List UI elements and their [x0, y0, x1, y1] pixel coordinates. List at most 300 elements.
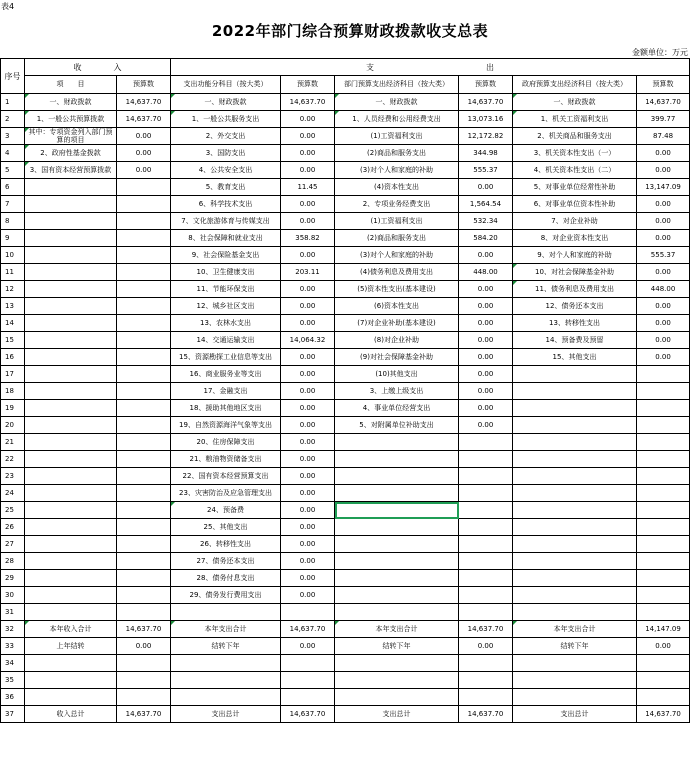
- dept-econ-subject[interactable]: 3、上缴上级支出: [335, 383, 459, 400]
- gov-econ-budget[interactable]: [637, 604, 690, 621]
- func-budget[interactable]: 11.45: [281, 179, 335, 196]
- gov-econ-subject[interactable]: 7、对企业补助: [513, 213, 637, 230]
- row-seq[interactable]: 10: [1, 247, 25, 264]
- row-seq[interactable]: 19: [1, 400, 25, 417]
- row-seq[interactable]: 4: [1, 145, 25, 162]
- gov-econ-budget[interactable]: 0.00: [637, 213, 690, 230]
- func-subject[interactable]: 4、公共安全支出: [171, 162, 281, 179]
- gov-econ-subject[interactable]: 一、财政拨款: [513, 94, 637, 111]
- func-subject[interactable]: 22、国有资本经营预算支出: [171, 468, 281, 485]
- dept-econ-budget[interactable]: 13,073.16: [459, 111, 513, 128]
- gov-econ-subject[interactable]: [513, 400, 637, 417]
- row-seq[interactable]: 11: [1, 264, 25, 281]
- row-seq[interactable]: 29: [1, 570, 25, 587]
- dept-econ-budget[interactable]: 0.00: [459, 315, 513, 332]
- func-budget[interactable]: 0.00: [281, 587, 335, 604]
- dept-econ-budget[interactable]: [459, 553, 513, 570]
- income-item[interactable]: 1、一般公共预算拨款: [25, 111, 117, 128]
- dept-econ-budget[interactable]: 14,637.70: [459, 706, 513, 723]
- income-budget[interactable]: [117, 230, 171, 247]
- gov-econ-subject[interactable]: 13、转移性支出: [513, 315, 637, 332]
- income-budget[interactable]: [117, 689, 171, 706]
- gov-econ-budget[interactable]: 0.00: [637, 264, 690, 281]
- income-item[interactable]: [25, 553, 117, 570]
- dept-econ-budget[interactable]: [459, 519, 513, 536]
- dept-econ-subject[interactable]: 4、事业单位经营支出: [335, 400, 459, 417]
- func-subject[interactable]: 6、科学技术支出: [171, 196, 281, 213]
- header-budget-income[interactable]: 预算数: [117, 76, 171, 94]
- dept-econ-subject[interactable]: [335, 587, 459, 604]
- func-subject[interactable]: [171, 689, 281, 706]
- gov-econ-subject[interactable]: [513, 485, 637, 502]
- row-seq[interactable]: 17: [1, 366, 25, 383]
- gov-econ-subject[interactable]: [513, 587, 637, 604]
- income-budget[interactable]: 14,637.70: [117, 706, 171, 723]
- gov-econ-budget[interactable]: [637, 366, 690, 383]
- row-seq[interactable]: 31: [1, 604, 25, 621]
- row-seq[interactable]: 5: [1, 162, 25, 179]
- row-seq[interactable]: 35: [1, 672, 25, 689]
- header-income[interactable]: 收 入: [25, 59, 171, 76]
- row-seq[interactable]: 27: [1, 536, 25, 553]
- func-subject[interactable]: 20、住房保障支出: [171, 434, 281, 451]
- income-item[interactable]: [25, 383, 117, 400]
- dept-econ-subject[interactable]: 5、对附属单位补助支出: [335, 417, 459, 434]
- row-seq[interactable]: 28: [1, 553, 25, 570]
- income-budget[interactable]: [117, 553, 171, 570]
- dept-econ-budget[interactable]: [459, 655, 513, 672]
- income-budget[interactable]: [117, 366, 171, 383]
- dept-econ-subject[interactable]: [335, 672, 459, 689]
- dept-econ-budget[interactable]: 0.00: [459, 179, 513, 196]
- func-budget[interactable]: 0.00: [281, 196, 335, 213]
- dept-econ-subject[interactable]: (2)商品和服务支出: [335, 145, 459, 162]
- income-budget[interactable]: [117, 264, 171, 281]
- income-budget[interactable]: [117, 485, 171, 502]
- func-budget[interactable]: 0.00: [281, 400, 335, 417]
- gov-econ-budget[interactable]: [637, 400, 690, 417]
- func-subject[interactable]: 26、转移性支出: [171, 536, 281, 553]
- dept-econ-budget[interactable]: 14,637.70: [459, 94, 513, 111]
- func-subject[interactable]: 2、外交支出: [171, 128, 281, 145]
- income-budget[interactable]: [117, 468, 171, 485]
- dept-econ-budget[interactable]: [459, 451, 513, 468]
- income-item[interactable]: [25, 655, 117, 672]
- gov-econ-budget[interactable]: 14,637.70: [637, 94, 690, 111]
- func-budget[interactable]: 14,637.70: [281, 706, 335, 723]
- dept-econ-subject[interactable]: [335, 434, 459, 451]
- dept-econ-subject[interactable]: [335, 451, 459, 468]
- income-item[interactable]: [25, 281, 117, 298]
- dept-econ-budget[interactable]: 0.00: [459, 247, 513, 264]
- income-budget[interactable]: 0.00: [117, 638, 171, 655]
- income-budget[interactable]: [117, 451, 171, 468]
- dept-econ-budget[interactable]: [459, 689, 513, 706]
- gov-econ-subject[interactable]: [513, 536, 637, 553]
- gov-econ-subject[interactable]: 14、预备费及预留: [513, 332, 637, 349]
- income-item[interactable]: [25, 502, 117, 519]
- row-seq[interactable]: 1: [1, 94, 25, 111]
- income-budget[interactable]: [117, 434, 171, 451]
- dept-econ-subject[interactable]: (1)工资福利支出: [335, 128, 459, 145]
- dept-econ-subject[interactable]: [335, 519, 459, 536]
- row-seq[interactable]: 33: [1, 638, 25, 655]
- gov-econ-budget[interactable]: [637, 502, 690, 519]
- gov-econ-subject[interactable]: 12、债务还本支出: [513, 298, 637, 315]
- func-subject[interactable]: 14、交通运输支出: [171, 332, 281, 349]
- income-budget[interactable]: [117, 502, 171, 519]
- gov-econ-subject[interactable]: [513, 502, 637, 519]
- income-budget[interactable]: 0.00: [117, 128, 171, 145]
- row-seq[interactable]: 12: [1, 281, 25, 298]
- gov-econ-budget[interactable]: 0.00: [637, 349, 690, 366]
- row-seq[interactable]: 2: [1, 111, 25, 128]
- gov-econ-budget[interactable]: [637, 468, 690, 485]
- income-budget[interactable]: 14,637.70: [117, 94, 171, 111]
- income-item[interactable]: 一、财政拨款: [25, 94, 117, 111]
- row-seq[interactable]: 18: [1, 383, 25, 400]
- func-subject[interactable]: 10、卫生健康支出: [171, 264, 281, 281]
- income-item[interactable]: [25, 298, 117, 315]
- header-seq[interactable]: 序号: [1, 59, 25, 94]
- func-subject[interactable]: 23、灾害防治及应急管理支出: [171, 485, 281, 502]
- gov-econ-budget[interactable]: [637, 553, 690, 570]
- income-budget[interactable]: 0.00: [117, 162, 171, 179]
- income-budget[interactable]: 14,637.70: [117, 621, 171, 638]
- income-item[interactable]: [25, 570, 117, 587]
- gov-econ-subject[interactable]: [513, 655, 637, 672]
- gov-econ-budget[interactable]: 13,147.09: [637, 179, 690, 196]
- gov-econ-subject[interactable]: 3、机关资本性支出（一）: [513, 145, 637, 162]
- dept-econ-subject[interactable]: (6)资本性支出: [335, 298, 459, 315]
- gov-econ-subject[interactable]: [513, 689, 637, 706]
- gov-econ-budget[interactable]: [637, 383, 690, 400]
- gov-econ-subject[interactable]: [513, 519, 637, 536]
- dept-econ-subject[interactable]: (9)对社会保障基金补助: [335, 349, 459, 366]
- func-subject[interactable]: 17、金融支出: [171, 383, 281, 400]
- row-seq[interactable]: 6: [1, 179, 25, 196]
- header-budget-func[interactable]: 预算数: [281, 76, 335, 94]
- func-budget[interactable]: 0.00: [281, 485, 335, 502]
- gov-econ-budget[interactable]: [637, 672, 690, 689]
- income-item[interactable]: [25, 468, 117, 485]
- func-budget[interactable]: 14,064.32: [281, 332, 335, 349]
- income-item[interactable]: 2、政府性基金拨款: [25, 145, 117, 162]
- row-seq[interactable]: 32: [1, 621, 25, 638]
- func-subject[interactable]: 28、债务付息支出: [171, 570, 281, 587]
- dept-econ-budget[interactable]: 532.34: [459, 213, 513, 230]
- dept-econ-subject[interactable]: 1、人员经费和公用经费支出: [335, 111, 459, 128]
- gov-econ-budget[interactable]: [637, 655, 690, 672]
- func-subject[interactable]: [171, 655, 281, 672]
- gov-econ-subject[interactable]: 4、机关资本性支出（二）: [513, 162, 637, 179]
- gov-econ-budget[interactable]: [637, 434, 690, 451]
- dept-econ-budget[interactable]: 0.00: [459, 366, 513, 383]
- row-seq[interactable]: 25: [1, 502, 25, 519]
- gov-econ-budget[interactable]: 448.00: [637, 281, 690, 298]
- dept-econ-subject[interactable]: (4)债务利息及费用支出: [335, 264, 459, 281]
- income-budget[interactable]: [117, 315, 171, 332]
- gov-econ-subject[interactable]: [513, 383, 637, 400]
- func-subject[interactable]: 24、预备费: [171, 502, 281, 519]
- income-item[interactable]: [25, 485, 117, 502]
- func-subject[interactable]: 3、国防支出: [171, 145, 281, 162]
- func-subject[interactable]: 16、商业服务业等支出: [171, 366, 281, 383]
- func-subject[interactable]: 12、城乡社区支出: [171, 298, 281, 315]
- gov-econ-budget[interactable]: 0.00: [637, 230, 690, 247]
- dept-econ-budget[interactable]: 14,637.70: [459, 621, 513, 638]
- func-subject[interactable]: 13、农林水支出: [171, 315, 281, 332]
- gov-econ-subject[interactable]: [513, 417, 637, 434]
- income-item[interactable]: [25, 213, 117, 230]
- func-budget[interactable]: 0.00: [281, 162, 335, 179]
- gov-econ-subject[interactable]: 1、机关工资福利支出: [513, 111, 637, 128]
- func-budget[interactable]: 0.00: [281, 128, 335, 145]
- func-subject[interactable]: 一、财政拨款: [171, 94, 281, 111]
- func-budget[interactable]: 0.00: [281, 366, 335, 383]
- income-budget[interactable]: [117, 281, 171, 298]
- income-item[interactable]: 收入总计: [25, 706, 117, 723]
- func-budget[interactable]: 0.00: [281, 553, 335, 570]
- func-subject[interactable]: 15、资源勘探工业信息等支出: [171, 349, 281, 366]
- dept-econ-subject[interactable]: [335, 655, 459, 672]
- income-budget[interactable]: [117, 587, 171, 604]
- func-subject[interactable]: 11、节能环保支出: [171, 281, 281, 298]
- gov-econ-budget[interactable]: 399.77: [637, 111, 690, 128]
- row-seq[interactable]: 8: [1, 213, 25, 230]
- gov-econ-budget[interactable]: [637, 587, 690, 604]
- gov-econ-budget[interactable]: 0.00: [637, 145, 690, 162]
- income-item[interactable]: [25, 196, 117, 213]
- func-budget[interactable]: 203.11: [281, 264, 335, 281]
- func-budget[interactable]: 14,637.70: [281, 621, 335, 638]
- dept-econ-budget[interactable]: 0.00: [459, 400, 513, 417]
- dept-econ-subject[interactable]: [335, 553, 459, 570]
- income-budget[interactable]: [117, 247, 171, 264]
- income-item[interactable]: [25, 434, 117, 451]
- func-budget[interactable]: 0.00: [281, 519, 335, 536]
- dept-econ-subject[interactable]: (2)商品和服务支出: [335, 230, 459, 247]
- gov-econ-budget[interactable]: 0.00: [637, 315, 690, 332]
- gov-econ-subject[interactable]: 2、机关商品和服务支出: [513, 128, 637, 145]
- income-item[interactable]: [25, 689, 117, 706]
- income-budget[interactable]: [117, 536, 171, 553]
- gov-econ-subject[interactable]: [513, 434, 637, 451]
- row-seq[interactable]: 37: [1, 706, 25, 723]
- header-budget-dept[interactable]: 预算数: [459, 76, 513, 94]
- func-budget[interactable]: 0.00: [281, 349, 335, 366]
- func-budget[interactable]: 0.00: [281, 111, 335, 128]
- gov-econ-subject[interactable]: [513, 672, 637, 689]
- gov-econ-subject[interactable]: 8、对企业资本性支出: [513, 230, 637, 247]
- dept-econ-subject[interactable]: (5)资本性支出(基本建设): [335, 281, 459, 298]
- income-item[interactable]: [25, 400, 117, 417]
- dept-econ-subject[interactable]: (3)对个人和家庭的补助: [335, 247, 459, 264]
- income-item[interactable]: [25, 264, 117, 281]
- income-item[interactable]: [25, 417, 117, 434]
- row-seq[interactable]: 20: [1, 417, 25, 434]
- func-budget[interactable]: 0.00: [281, 536, 335, 553]
- row-seq[interactable]: 3: [1, 128, 25, 145]
- func-subject[interactable]: 结转下年: [171, 638, 281, 655]
- dept-econ-budget[interactable]: 12,172.82: [459, 128, 513, 145]
- income-item[interactable]: [25, 451, 117, 468]
- gov-econ-subject[interactable]: 15、其他支出: [513, 349, 637, 366]
- func-budget[interactable]: [281, 689, 335, 706]
- dept-econ-budget[interactable]: 0.00: [459, 298, 513, 315]
- income-budget[interactable]: [117, 570, 171, 587]
- func-subject[interactable]: 19、自然资源海洋气象等支出: [171, 417, 281, 434]
- func-budget[interactable]: 0.00: [281, 145, 335, 162]
- func-budget[interactable]: 0.00: [281, 638, 335, 655]
- dept-econ-subject[interactable]: 支出总计: [335, 706, 459, 723]
- func-subject[interactable]: 25、其他支出: [171, 519, 281, 536]
- income-item[interactable]: 3、国有资本经营预算拨款: [25, 162, 117, 179]
- income-budget[interactable]: [117, 400, 171, 417]
- func-subject[interactable]: [171, 672, 281, 689]
- header-expense[interactable]: 支 出: [171, 59, 690, 76]
- func-budget[interactable]: 0.00: [281, 247, 335, 264]
- gov-econ-budget[interactable]: [637, 417, 690, 434]
- row-seq[interactable]: 13: [1, 298, 25, 315]
- gov-econ-budget[interactable]: 555.37: [637, 247, 690, 264]
- row-seq[interactable]: 26: [1, 519, 25, 536]
- func-budget[interactable]: 0.00: [281, 298, 335, 315]
- gov-econ-budget[interactable]: 0.00: [637, 162, 690, 179]
- row-seq[interactable]: 30: [1, 587, 25, 604]
- dept-econ-budget[interactable]: [459, 672, 513, 689]
- dept-econ-budget[interactable]: 344.98: [459, 145, 513, 162]
- dept-econ-subject[interactable]: 一、财政拨款: [335, 94, 459, 111]
- func-budget[interactable]: 0.00: [281, 434, 335, 451]
- row-seq[interactable]: 15: [1, 332, 25, 349]
- gov-econ-budget[interactable]: [637, 451, 690, 468]
- dept-econ-subject[interactable]: (8)对企业补助: [335, 332, 459, 349]
- func-budget[interactable]: 0.00: [281, 570, 335, 587]
- dept-econ-budget[interactable]: 0.00: [459, 383, 513, 400]
- gov-econ-subject[interactable]: [513, 570, 637, 587]
- dept-econ-budget[interactable]: 0.00: [459, 417, 513, 434]
- row-seq[interactable]: 22: [1, 451, 25, 468]
- gov-econ-budget[interactable]: [637, 485, 690, 502]
- func-subject[interactable]: [171, 604, 281, 621]
- gov-econ-budget[interactable]: 87.48: [637, 128, 690, 145]
- income-item[interactable]: [25, 536, 117, 553]
- income-item[interactable]: [25, 230, 117, 247]
- income-item[interactable]: [25, 247, 117, 264]
- func-subject[interactable]: 支出总计: [171, 706, 281, 723]
- income-item[interactable]: [25, 315, 117, 332]
- func-subject[interactable]: 9、社会保险基金支出: [171, 247, 281, 264]
- income-budget[interactable]: [117, 417, 171, 434]
- dept-econ-budget[interactable]: [459, 604, 513, 621]
- row-seq[interactable]: 23: [1, 468, 25, 485]
- gov-econ-budget[interactable]: 0.00: [637, 298, 690, 315]
- header-item[interactable]: 项 目: [25, 76, 117, 94]
- income-item[interactable]: [25, 332, 117, 349]
- dept-econ-budget[interactable]: [459, 587, 513, 604]
- gov-econ-budget[interactable]: 14,637.70: [637, 706, 690, 723]
- gov-econ-subject[interactable]: [513, 451, 637, 468]
- income-item[interactable]: 其中：专项资金列入部门预算的项目: [25, 128, 117, 145]
- income-item[interactable]: [25, 519, 117, 536]
- gov-econ-subject[interactable]: 5、对事业单位经常性补助: [513, 179, 637, 196]
- income-budget[interactable]: [117, 383, 171, 400]
- gov-econ-budget[interactable]: [637, 689, 690, 706]
- func-budget[interactable]: 0.00: [281, 315, 335, 332]
- row-seq[interactable]: 9: [1, 230, 25, 247]
- func-budget[interactable]: 0.00: [281, 468, 335, 485]
- gov-econ-budget[interactable]: 0.00: [637, 196, 690, 213]
- dept-econ-budget[interactable]: [459, 434, 513, 451]
- gov-econ-subject[interactable]: 结转下年: [513, 638, 637, 655]
- row-seq[interactable]: 36: [1, 689, 25, 706]
- row-seq[interactable]: 16: [1, 349, 25, 366]
- gov-econ-subject[interactable]: 支出总计: [513, 706, 637, 723]
- dept-econ-budget[interactable]: 448.00: [459, 264, 513, 281]
- header-budget-gov[interactable]: 预算数: [637, 76, 690, 94]
- dept-econ-subject[interactable]: [335, 502, 459, 519]
- row-seq[interactable]: 7: [1, 196, 25, 213]
- dept-econ-budget[interactable]: 0.00: [459, 281, 513, 298]
- income-item[interactable]: [25, 604, 117, 621]
- dept-econ-budget[interactable]: [459, 468, 513, 485]
- dept-econ-budget[interactable]: 0.00: [459, 349, 513, 366]
- func-subject[interactable]: 27、债务还本支出: [171, 553, 281, 570]
- dept-econ-subject[interactable]: (7)对企业补助(基本建设): [335, 315, 459, 332]
- func-subject[interactable]: 21、粮油物资储备支出: [171, 451, 281, 468]
- func-subject[interactable]: 5、教育支出: [171, 179, 281, 196]
- income-item[interactable]: 上年结转: [25, 638, 117, 655]
- gov-econ-subject[interactable]: [513, 468, 637, 485]
- income-item[interactable]: [25, 366, 117, 383]
- header-func-subject[interactable]: 支出功能分科目（按大类）: [171, 76, 281, 94]
- header-dept-econ-subject[interactable]: 部门预算支出经济科目（按大类）: [335, 76, 459, 94]
- dept-econ-budget[interactable]: [459, 485, 513, 502]
- func-budget[interactable]: [281, 655, 335, 672]
- dept-econ-subject[interactable]: (4)资本性支出: [335, 179, 459, 196]
- income-budget[interactable]: [117, 604, 171, 621]
- dept-econ-budget[interactable]: [459, 570, 513, 587]
- dept-econ-subject[interactable]: [335, 604, 459, 621]
- func-budget[interactable]: 0.00: [281, 417, 335, 434]
- gov-econ-subject[interactable]: 10、对社会保障基金补助: [513, 264, 637, 281]
- dept-econ-subject[interactable]: (10)其他支出: [335, 366, 459, 383]
- income-item[interactable]: [25, 672, 117, 689]
- gov-econ-budget[interactable]: [637, 536, 690, 553]
- income-budget[interactable]: [117, 196, 171, 213]
- dept-econ-subject[interactable]: 结转下年: [335, 638, 459, 655]
- income-budget[interactable]: [117, 298, 171, 315]
- func-budget[interactable]: 358.82: [281, 230, 335, 247]
- dept-econ-subject[interactable]: [335, 536, 459, 553]
- func-budget[interactable]: [281, 672, 335, 689]
- gov-econ-subject[interactable]: 9、对个人和家庭的补助: [513, 247, 637, 264]
- gov-econ-subject[interactable]: [513, 553, 637, 570]
- dept-econ-subject[interactable]: [335, 468, 459, 485]
- income-item[interactable]: [25, 587, 117, 604]
- row-seq[interactable]: 24: [1, 485, 25, 502]
- func-subject[interactable]: 18、援助其他地区支出: [171, 400, 281, 417]
- func-subject[interactable]: 29、债务发行费用支出: [171, 587, 281, 604]
- dept-econ-budget[interactable]: 555.37: [459, 162, 513, 179]
- gov-econ-budget[interactable]: 14,147.09: [637, 621, 690, 638]
- dept-econ-budget[interactable]: 0.00: [459, 332, 513, 349]
- income-budget[interactable]: [117, 672, 171, 689]
- gov-econ-subject[interactable]: 6、对事业单位资本性补助: [513, 196, 637, 213]
- gov-econ-budget[interactable]: [637, 519, 690, 536]
- dept-econ-subject[interactable]: [335, 485, 459, 502]
